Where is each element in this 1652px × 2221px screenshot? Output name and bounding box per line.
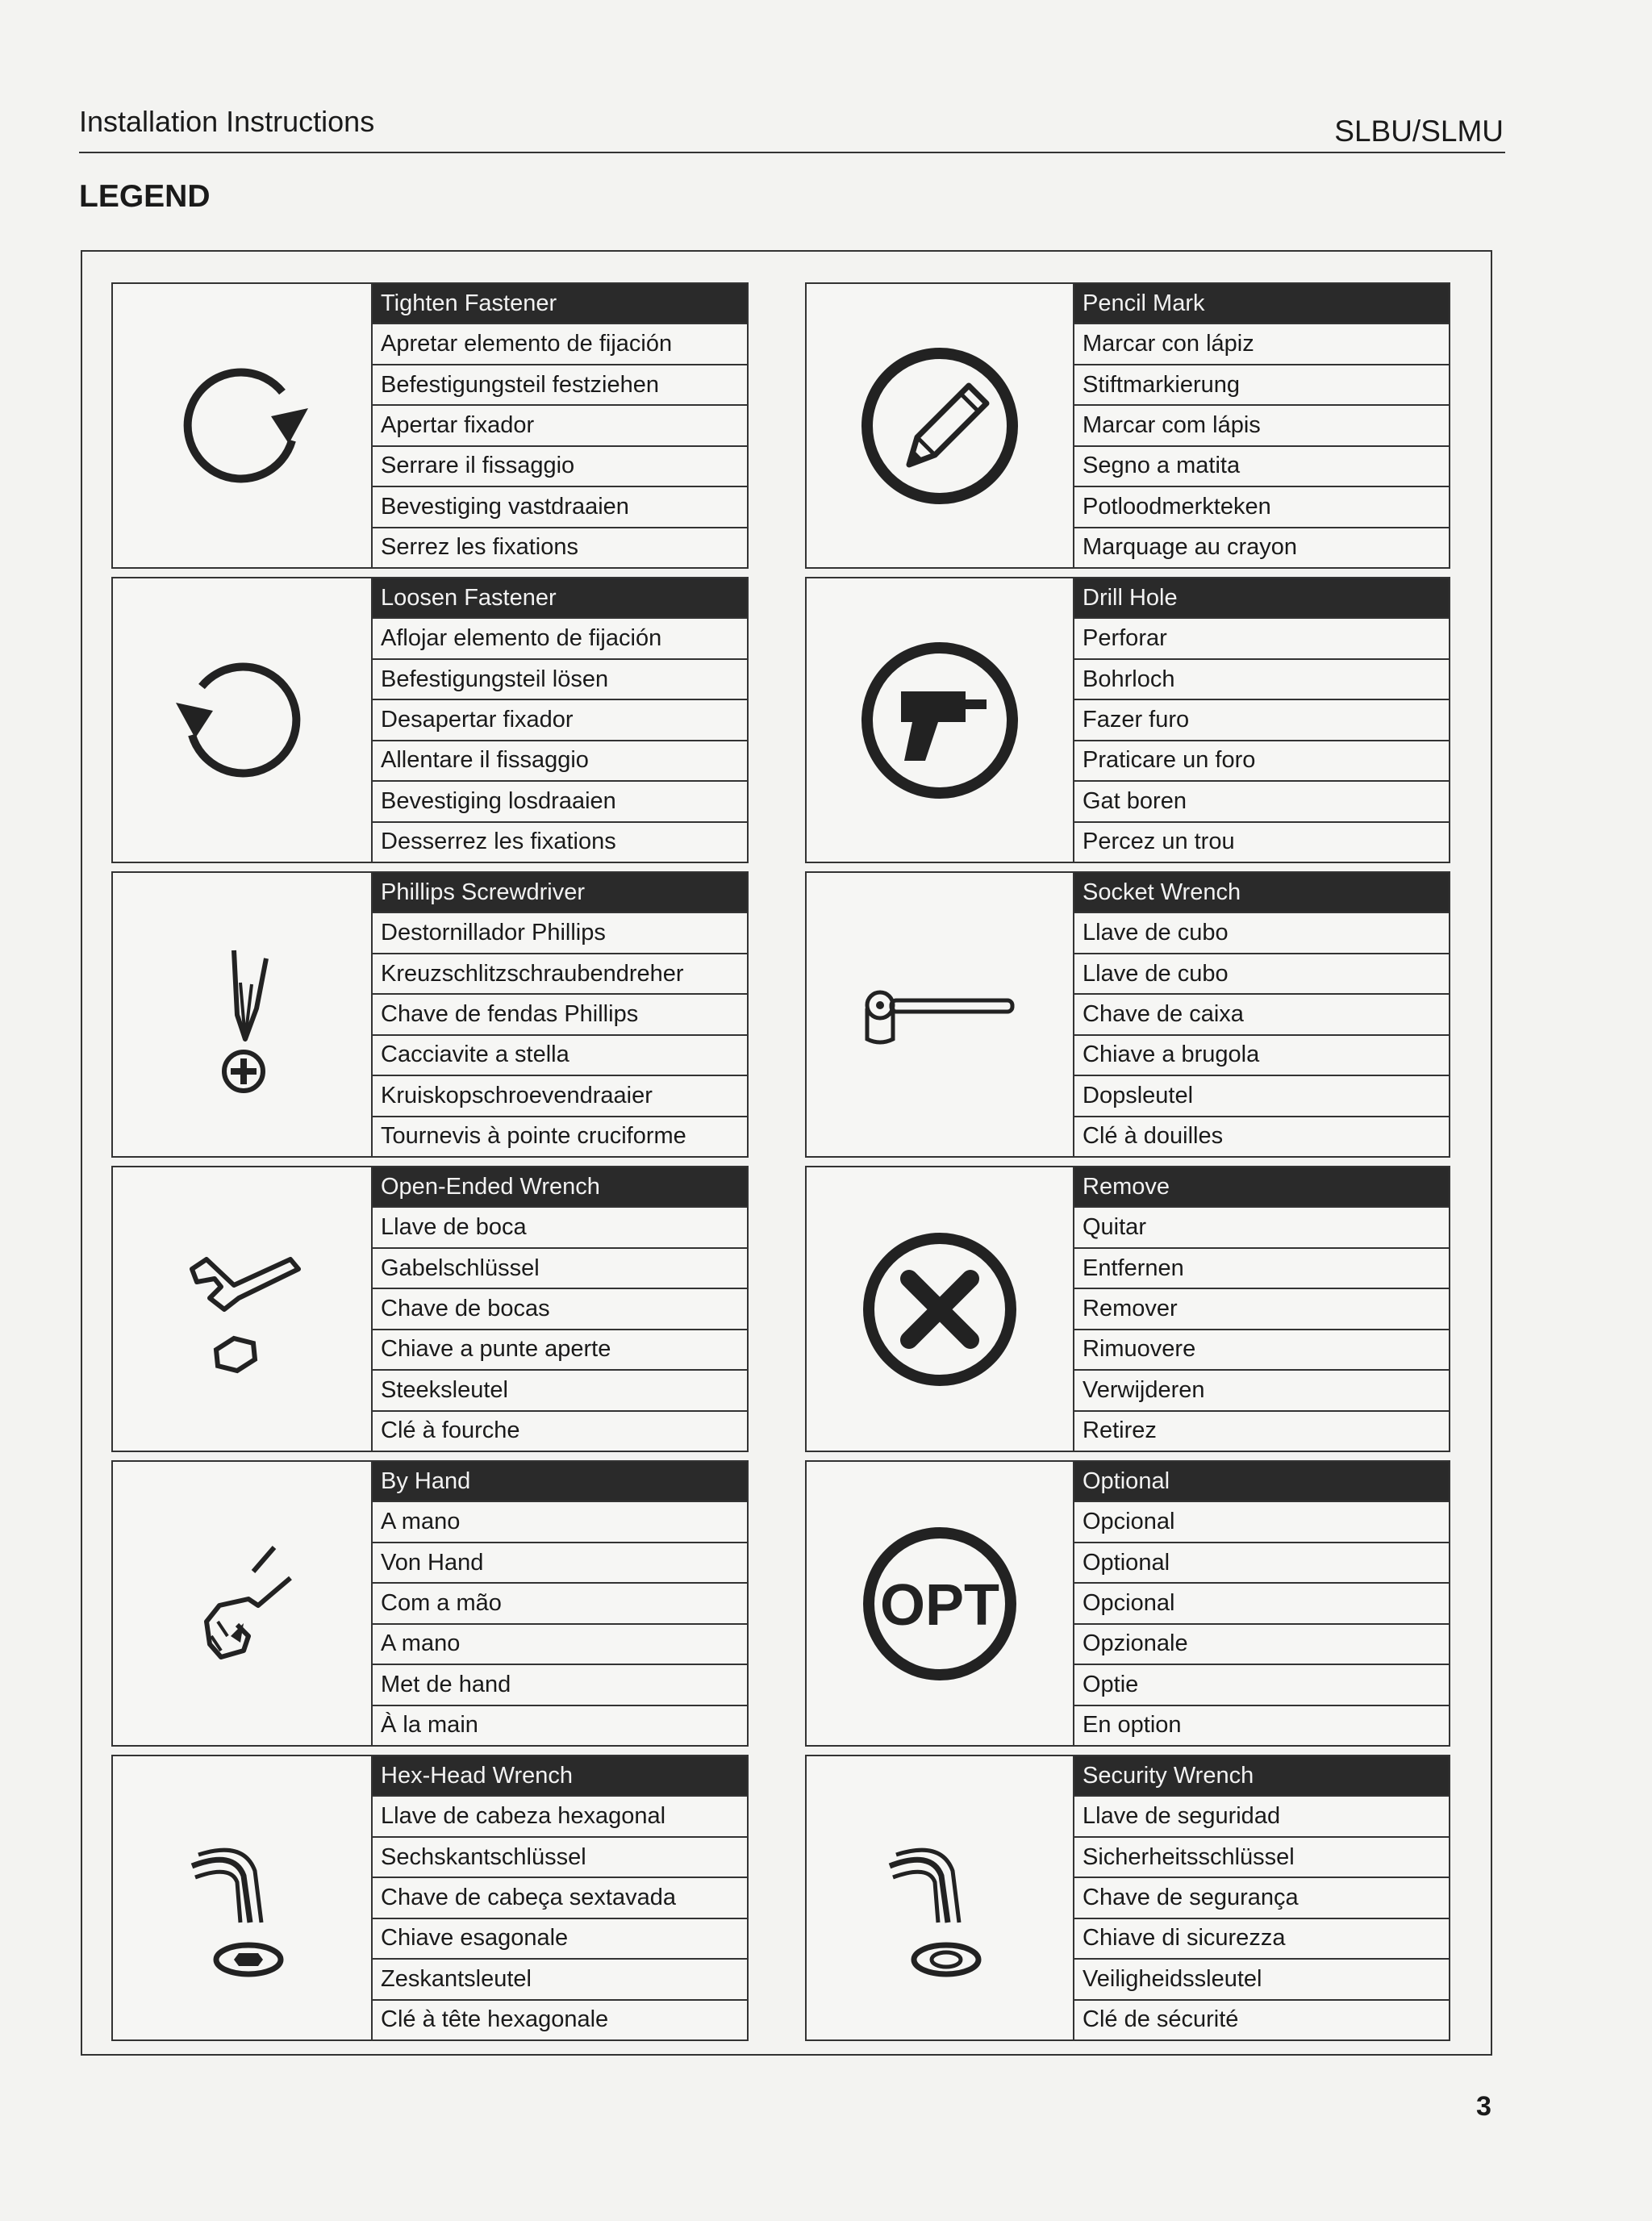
legend-label: Desserrez les fixations	[381, 829, 616, 855]
socket-wrench-icon	[843, 958, 1037, 1071]
legend-item-drill-hole	[805, 577, 1450, 863]
legend-title-label: Socket Wrench	[1074, 873, 1449, 913]
by-hand-icon	[153, 1515, 331, 1693]
legend-grid	[111, 282, 1450, 2041]
legend-label: Veiligheidssleutel	[1074, 1960, 1449, 2000]
legend-label: Clé de sécurité	[1083, 2006, 1239, 2033]
legend-heading: LEGEND	[79, 179, 211, 214]
legend-label: En option	[1083, 1712, 1182, 1739]
legend-label: Apertar fixador	[373, 406, 747, 446]
legend-label: Chave de fendas Phillips	[373, 995, 747, 1035]
legend-item-loosen	[111, 577, 749, 863]
legend-label: Allentare il fissaggio	[373, 741, 747, 782]
legend-label: Remover	[1074, 1289, 1449, 1330]
legend-label: Chiave a punte aperte	[373, 1330, 747, 1371]
legend-item-by-hand	[111, 1460, 749, 1747]
legend-title-label: Security Wrench	[1074, 1756, 1449, 1797]
legend-label: Chave de segurança	[1074, 1878, 1449, 1918]
legend-label: Bohrloch	[1074, 660, 1449, 700]
legend-label: Kreuzschlitzschraubendreher	[373, 954, 747, 995]
tighten-icon	[153, 337, 331, 515]
header-title: Installation Instructions	[79, 105, 375, 138]
legend-label: Bevestiging vastdraaien	[373, 487, 747, 528]
legend-label: Llave de cubo	[1074, 913, 1449, 954]
legend-label: Stiftmarkierung	[1074, 365, 1449, 406]
legend-label: Entfernen	[1074, 1249, 1449, 1289]
legend-label: Cacciavite a stella	[373, 1036, 747, 1076]
legend-label: Opzionale	[1074, 1625, 1449, 1665]
legend-label: Llave de boca	[373, 1208, 747, 1248]
remove-icon	[851, 1221, 1028, 1398]
optional-icon-text: OPT	[879, 1572, 1000, 1638]
legend-item-optional	[805, 1460, 1450, 1747]
legend-label: Fazer furo	[1074, 700, 1449, 741]
legend-label: Percez un trou	[1083, 829, 1235, 855]
legend-item-security-wrench	[805, 1755, 1450, 2041]
pencil-icon	[851, 337, 1028, 515]
legend-title-label: Optional	[1074, 1462, 1449, 1502]
legend-item-socket-wrench	[805, 871, 1450, 1158]
legend-title-label: Loosen Fastener	[373, 578, 747, 619]
header-divider	[79, 152, 1505, 153]
phillips-screwdriver-icon	[153, 918, 331, 1112]
legend-title-label: Remove	[1074, 1167, 1449, 1208]
header-model: SLBU/SLMU	[1334, 115, 1504, 148]
legend-label: Von Hand	[373, 1543, 747, 1584]
legend-label: Llave de cabeza hexagonal	[373, 1797, 747, 1837]
legend-label: Segno a matita	[1074, 447, 1449, 487]
legend-label: Serrez les fixations	[381, 534, 578, 561]
legend-item-hex-head-wrench	[111, 1755, 749, 2041]
legend-label: Clé à tête hexagonale	[381, 2006, 609, 2033]
legend-label: Quitar	[1074, 1208, 1449, 1248]
legend-title-label: Hex-Head Wrench	[373, 1756, 747, 1797]
legend-label: Sechskantschlüssel	[373, 1838, 747, 1878]
legend-label: Optional	[1074, 1543, 1449, 1584]
legend-label: Aflojar elemento de fijación	[373, 619, 747, 659]
legend-label: Serrare il fissaggio	[373, 447, 747, 487]
legend-title-label: Drill Hole	[1074, 578, 1449, 619]
legend-label: Praticare un foro	[1074, 741, 1449, 782]
legend-label: Com a mão	[373, 1584, 747, 1624]
legend-label: Rimuovere	[1074, 1330, 1449, 1371]
hex-head-wrench-icon	[153, 1801, 331, 1995]
legend-label: Chave de cabeça sextavada	[373, 1878, 747, 1918]
legend-label: Steeksleutel	[373, 1371, 747, 1411]
legend-item-phillips-screwdriver	[111, 871, 749, 1158]
legend-label: Perforar	[1074, 619, 1449, 659]
legend-label: A mano	[373, 1502, 747, 1543]
legend-label: Dopsleutel	[1074, 1076, 1449, 1117]
legend-label: Gat boren	[1074, 782, 1449, 822]
drill-icon	[851, 632, 1028, 809]
legend-label: Met de hand	[373, 1665, 747, 1705]
legend-item-pencil-mark	[805, 282, 1450, 569]
legend-label: Chiave esagonale	[373, 1919, 747, 1960]
legend-label: Opcional	[1074, 1502, 1449, 1543]
legend-label: Zeskantsleutel	[373, 1960, 747, 2000]
legend-label: Destornillador Phillips	[373, 913, 747, 954]
legend-label: À la main	[381, 1712, 478, 1739]
legend-label: Verwijderen	[1074, 1371, 1449, 1411]
legend-item-remove	[805, 1166, 1450, 1452]
security-wrench-icon	[851, 1801, 1028, 1995]
legend-label: Chiave a brugola	[1074, 1036, 1449, 1076]
legend-label: Befestigungsteil lösen	[373, 660, 747, 700]
page-number: 3	[1476, 2091, 1491, 2122]
legend-label: Marquage au crayon	[1083, 534, 1297, 561]
legend-title-label: Tighten Fastener	[373, 284, 747, 324]
open-ended-wrench-icon	[153, 1221, 331, 1398]
legend-label: Kruiskopschroevendraaier	[373, 1076, 747, 1117]
legend-title-label: Pencil Mark	[1074, 284, 1449, 324]
legend-label: Clé à douilles	[1083, 1123, 1224, 1150]
legend-label: Bevestiging losdraaien	[373, 782, 747, 822]
legend-label: Chave de caixa	[1074, 995, 1449, 1035]
legend-label: Desapertar fixador	[373, 700, 747, 741]
optional-icon	[851, 1515, 1028, 1693]
legend-label: Chiave di sicurezza	[1074, 1919, 1449, 1960]
legend-label: Potloodmerkteken	[1074, 487, 1449, 528]
legend-label: Marcar com lápis	[1074, 406, 1449, 446]
legend-title-label: By Hand	[373, 1462, 747, 1502]
legend-label: Opcional	[1074, 1584, 1449, 1624]
legend-label: Chave de bocas	[373, 1289, 747, 1330]
legend-label: Retirez	[1083, 1417, 1157, 1444]
legend-item-open-ended-wrench	[111, 1166, 749, 1452]
legend-label: Sicherheitsschlüssel	[1074, 1838, 1449, 1878]
legend-label: Marcar con lápiz	[1074, 324, 1449, 365]
legend-label: Gabelschlüssel	[373, 1249, 747, 1289]
legend-label: Clé à fourche	[381, 1417, 520, 1444]
legend-label: Llave de cubo	[1074, 954, 1449, 995]
loosen-icon	[153, 632, 331, 809]
legend-label: Apretar elemento de fijación	[373, 324, 747, 365]
legend-label: A mano	[373, 1625, 747, 1665]
legend-label: Befestigungsteil festziehen	[373, 365, 747, 406]
legend-label: Tournevis à pointe cruciforme	[381, 1123, 686, 1150]
legend-title-label: Phillips Screwdriver	[373, 873, 747, 913]
legend-label: Llave de seguridad	[1074, 1797, 1449, 1837]
legend-label: Optie	[1074, 1665, 1449, 1705]
legend-item-tighten	[111, 282, 749, 569]
legend-title-label: Open-Ended Wrench	[373, 1167, 747, 1208]
